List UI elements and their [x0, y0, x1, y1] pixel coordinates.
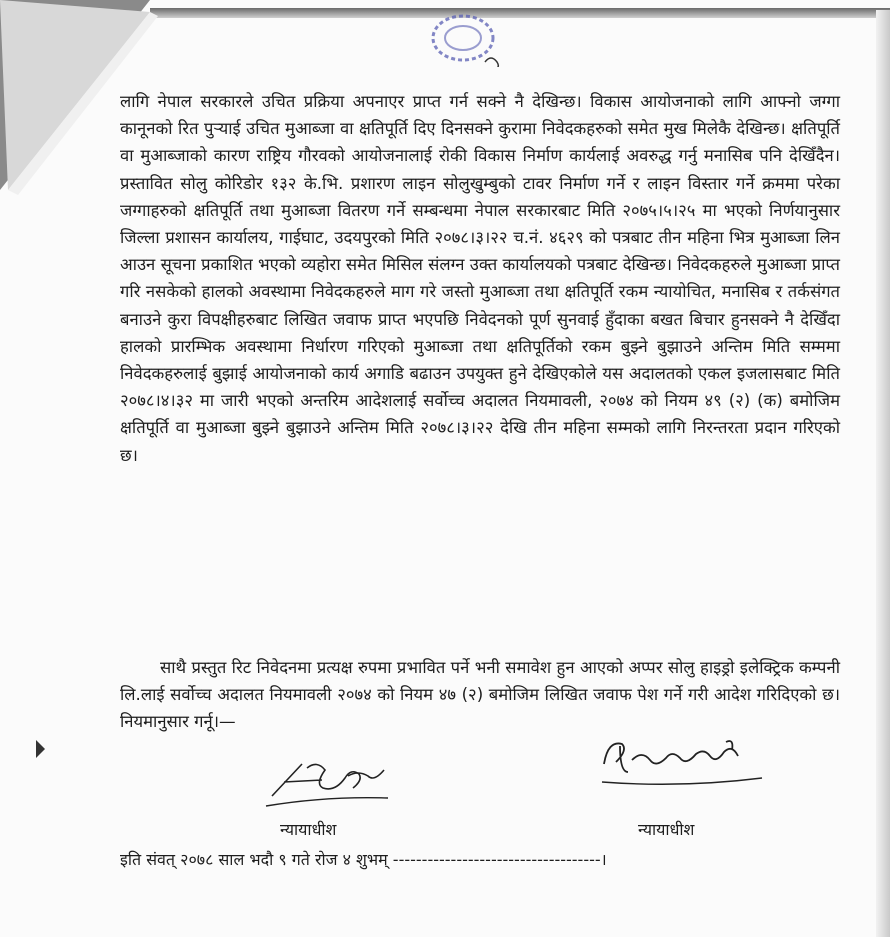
judge-signature-right: [598, 734, 766, 796]
court-seal-stamp: [425, 12, 505, 67]
order-paragraph-2: साथै प्रस्तुत रिट निवेदनमा प्रत्यक्ष रुपमा प्रभावित पर्ने भनी समावेश हुन आएको अप्पर सोलु हाइड्रो इलेक्ट्रिक कम्पनी लि.लाई सर्वोच्च अदालत नियमावली २०७४ को नियम ४७ (२) बमोजिम लिखित जवाफ पेश गर्ने गरी आदेश गरिदिएको छ। नियमानुसार गर्नू।—: [120, 658, 840, 732]
judge-title-left: न्यायाधीश: [280, 820, 337, 839]
scan-top-shadow: [150, 8, 890, 18]
margin-mark-icon: [36, 740, 45, 758]
judge-signature-left: [262, 754, 392, 812]
closing-date-line: इति संवत् २०७८ साल भदौ ९ गते रोज ४ शुभम् ------------------------------------।: [120, 850, 607, 869]
judge-title-right: न्यायाधीश: [638, 820, 695, 839]
order-paragraph-1: लागि नेपाल सरकारले उचित प्रक्रिया अपनाएर प्राप्त गर्न सक्ने नै देखिन्छ। विकास आयोजनाको लागि आफ्नो जग्गा कानूनको रित पुऱ्याई उचित मुआब्जा वा क्षतिपूर्ति दिए दिनसक्ने कुरामा निवेदकहरुको समेत मुख मिलेकै देखिन्छ। क्षतिपूर्ति वा मुआब्जाको कारण राष्ट्रिय गौरवको आयोजनालाई रोकी विकास निर्माण कार्यलाई अवरुद्ध गर्नु मनासिब पनि देखिँदैन। प्रस्तावित सोलु कोरिडोर १३२ के.भि. प्रशारण लाइन सोलुखुम्बुको टावर निर्माण गर्ने र लाइन विस्तार गर्ने क्रममा परेका जग्गाहरुको क्षतिपूर्ति तथा मुआब्जा वितरण गर्ने सम्बन्धमा नेपाल सरकारबाट मिति २०७५।५।२५ मा भएको निर्णयानुसार जिल्ला प्रशासन कार्यालय, गाईघाट, उदयपुरको मिति २०७८।३।२२ च.नं. ४६२९ को पत्रबाट तीन महिना भित्र मुआब्जा लिन आउन सूचना प्रकाशित भएको व्यहोरा समेत मिसिल संलग्न उक्त कार्यालयको पत्रबाट देखिन्छ। निवेदकहरुले मुआब्जा प्राप्त गरि नसकेको हालको अवस्थामा निवेदकहरुले माग गरे जस्तो मुआब्जा तथा क्षतिपूर्ति रकम न्यायोचित, मनासिब र तर्कसंगत बनाउने कुरा विपक्षीहरुबाट लिखित जवाफ प्राप्त भएपछि निवेदनको पूर्ण सुनवाई हुँदाका बखत बिचार हुनसक्ने नै देखिँदा हालको प्रारम्भिक अवस्थामा निर्धारण गरिएको मुआब्जा तथा क्षतिपूर्तिको रकम बुझ्ने बुझाउने अन्तिम मिति सम्ममा निवेदकहरुलाई बुझाई आयोजनाको कार्य अगाडि बढाउन उपयुक्त हुने देखिएकोले यस अदालतको एकल इजलासबाट मिति २०७८।४।३२ मा जारी भएको अन्तरिम आदेशलाई सर्वोच्च अदालत नियमावली, २०७४ को नियम ४९ (२) (क) बमोजिम क्षतिपूर्ति वा मुआब्जा बुझ्ने बुझाउने अन्तिम मिति २०७८।३।२२ देखि तीन महिना सम्मको लागि निरन्तरता प्रदान गरिएको छ।: [120, 92, 840, 465]
page-right-edge: [876, 10, 890, 937]
